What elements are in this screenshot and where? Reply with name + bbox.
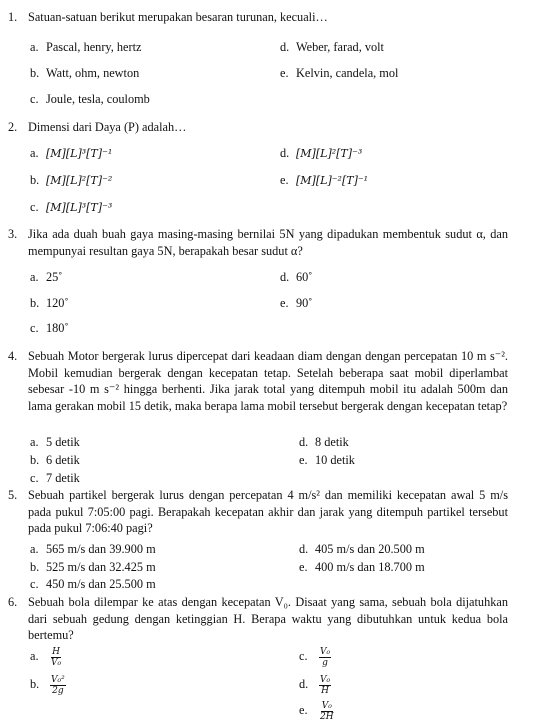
option-text: 25˚ xyxy=(46,270,63,284)
q6-option-e[interactable] xyxy=(299,701,335,722)
option-text: 8 detik xyxy=(315,435,349,449)
q5-option-e[interactable] xyxy=(299,560,425,575)
fraction xyxy=(319,675,331,696)
option-label: e. xyxy=(299,703,308,718)
option-text: 10 detik xyxy=(315,453,355,467)
option-label: b. xyxy=(30,453,40,467)
question-2-number: 2. xyxy=(8,120,18,134)
option-label: b. xyxy=(30,677,40,692)
q5-option-b[interactable] xyxy=(30,560,156,575)
q2-option-b[interactable] xyxy=(30,173,112,188)
option-label: a. xyxy=(30,146,39,160)
q5-option-d[interactable] xyxy=(299,542,425,557)
option-text: 450 m/s dan 25.500 m xyxy=(46,577,156,591)
question-4-number: 4. xyxy=(8,349,18,363)
option-label: d. xyxy=(280,270,290,284)
option-text: 7 detik xyxy=(46,471,80,485)
q6-option-c[interactable] xyxy=(299,647,331,668)
q5-option-c[interactable] xyxy=(30,577,156,592)
option-text: 565 m/s dan 39.900 m xyxy=(46,542,156,556)
q4-option-e[interactable] xyxy=(299,453,355,468)
q6-option-d[interactable] xyxy=(299,675,331,696)
question-6-text: Sebuah bola dilempar ke atas dengan kecepatan V₀. Disaat yang sama, sebuah bola dijatuhkan dari sebuah gedung dengan ketinggian H. Berapa waktu yang dibutuhkan untuk kedua bola bertemu? xyxy=(28,595,508,642)
option-label: d. xyxy=(299,677,309,692)
q3-option-b[interactable] xyxy=(30,296,69,311)
q3-option-a[interactable] xyxy=(30,270,62,285)
option-text: Kelvin, candela, mol xyxy=(296,66,399,80)
question-1-text: Satuan-satuan berikut merupakan besaran turunan, kecuali… xyxy=(28,10,328,24)
option-label: a. xyxy=(30,542,39,556)
option-math: [M][L]³[T]⁻¹ xyxy=(46,147,113,160)
q4-option-b[interactable] xyxy=(30,453,80,468)
option-label: e. xyxy=(299,453,308,467)
option-label: c. xyxy=(30,200,39,214)
fraction-numerator: V₀ xyxy=(320,675,331,685)
fraction xyxy=(50,647,62,668)
option-text: Weber, farad, volt xyxy=(296,40,384,54)
question-5-text: Sebuah partikel bergerak lurus dengan percepatan 4 m/s² dan memiliki kecepatan awal 5 m/s pada pukul 7:05:00 pagi. Berapakah kecepatan akhir dan jarak yang ditempuh partikel tersebut pada pukul 7:06:40 pagi? xyxy=(28,488,508,535)
fraction xyxy=(50,675,66,696)
option-label: b. xyxy=(30,296,40,310)
option-math: [M][L]⁻²[T]⁻¹ xyxy=(296,174,369,187)
option-text: Watt, ohm, newton xyxy=(46,66,140,80)
option-label: d. xyxy=(280,40,290,54)
option-label: b. xyxy=(30,66,40,80)
q1-option-b[interactable] xyxy=(30,66,139,81)
fraction-denominator: g xyxy=(322,658,328,668)
q2-option-e[interactable] xyxy=(280,173,368,188)
fraction-numerator: V₀² xyxy=(51,675,65,685)
option-label: b. xyxy=(30,173,40,187)
q1-option-d[interactable] xyxy=(280,40,384,55)
q3-option-c[interactable] xyxy=(30,321,69,336)
option-label: c. xyxy=(30,471,39,485)
question-6-number: 6. xyxy=(8,595,18,609)
option-label: d. xyxy=(299,542,309,556)
option-label: b. xyxy=(30,560,40,574)
q2-option-d[interactable] xyxy=(280,146,362,161)
question-3-number: 3. xyxy=(8,227,18,241)
fraction-denominator: 2H xyxy=(320,712,334,722)
q6-option-b[interactable] xyxy=(30,675,66,696)
fraction-denominator: H xyxy=(321,686,329,696)
option-math: [M][L]³[T]⁻³ xyxy=(46,201,113,214)
option-label: d. xyxy=(280,146,290,160)
option-math: [M][L]²[T]⁻³ xyxy=(296,147,363,160)
fraction-numerator: V₀ xyxy=(321,701,332,711)
q4-option-d[interactable] xyxy=(299,435,349,450)
option-label: a. xyxy=(30,435,39,449)
q5-option-a[interactable] xyxy=(30,542,156,557)
q4-option-a[interactable] xyxy=(30,435,80,450)
option-text: Joule, tesla, coulomb xyxy=(46,92,150,106)
option-label: e. xyxy=(280,173,289,187)
fraction-numerator: V₀ xyxy=(320,647,331,657)
q1-option-c[interactable] xyxy=(30,92,150,107)
option-label: a. xyxy=(30,649,39,664)
option-text: 525 m/s dan 32.425 m xyxy=(46,560,156,574)
q1-option-e[interactable] xyxy=(280,66,398,81)
fraction-denominator: V₀ xyxy=(51,658,62,668)
option-label: e. xyxy=(299,560,308,574)
option-text: 120˚ xyxy=(46,296,69,310)
question-4-text: Sebuah Motor bergerak lurus dipercepat dari keadaan diam dengan dengan percepatan 10 m s⁻². Mobil kemudian bergerak dengan kecepatan tetap. Setelah beberapa saat mobil diperlambat sebesar -10 m s⁻² hingga berhenti. Jika jarak total yang ditempuh mobil itu adalah 500m dan lama gerakan mobil 15 detik, maka berapa lama mobil tersebut bergerak dengan kecepatan tetap? xyxy=(28,349,508,413)
question-1-number: 1. xyxy=(8,10,18,24)
option-label: e. xyxy=(280,296,289,310)
fraction-denominator: 2g xyxy=(52,686,64,696)
option-text: 90˚ xyxy=(296,296,313,310)
option-label: a. xyxy=(30,270,39,284)
option-label: a. xyxy=(30,40,39,54)
fraction xyxy=(319,647,331,668)
fraction xyxy=(319,701,335,722)
option-text: 5 detik xyxy=(46,435,80,449)
option-label: c. xyxy=(299,649,308,664)
option-text: 180˚ xyxy=(46,321,69,335)
option-text: Pascal, henry, hertz xyxy=(46,40,142,54)
question-2-text: Dimensi dari Daya (P) adalah… xyxy=(28,120,187,134)
option-label: e. xyxy=(280,66,289,80)
option-label: c. xyxy=(30,577,39,591)
option-text: 6 detik xyxy=(46,453,80,467)
q3-option-e[interactable] xyxy=(280,296,312,311)
q3-option-d[interactable] xyxy=(280,270,312,285)
question-5-number: 5. xyxy=(8,488,18,502)
option-text: 400 m/s dan 18.700 m xyxy=(315,560,425,574)
option-text: 405 m/s dan 20.500 m xyxy=(315,542,425,556)
option-label: c. xyxy=(30,321,39,335)
option-math: [M][L]²[T]⁻² xyxy=(46,174,113,187)
q4-option-c[interactable] xyxy=(30,471,80,486)
option-text: 60˚ xyxy=(296,270,313,284)
q2-option-c[interactable] xyxy=(30,200,112,215)
option-label: c. xyxy=(30,92,39,106)
fraction-numerator: H xyxy=(52,647,60,657)
q6-option-a[interactable] xyxy=(30,647,62,668)
question-3-text: Jika ada duah buah gaya masing-masing bernilai 5N yang dipadukan membentuk sudut α, dan mempunyai resultan gaya 5N, berapakah besar sudut α? xyxy=(28,227,508,258)
q1-option-a[interactable] xyxy=(30,40,142,55)
q2-option-a[interactable] xyxy=(30,146,112,161)
option-label: d. xyxy=(299,435,309,449)
